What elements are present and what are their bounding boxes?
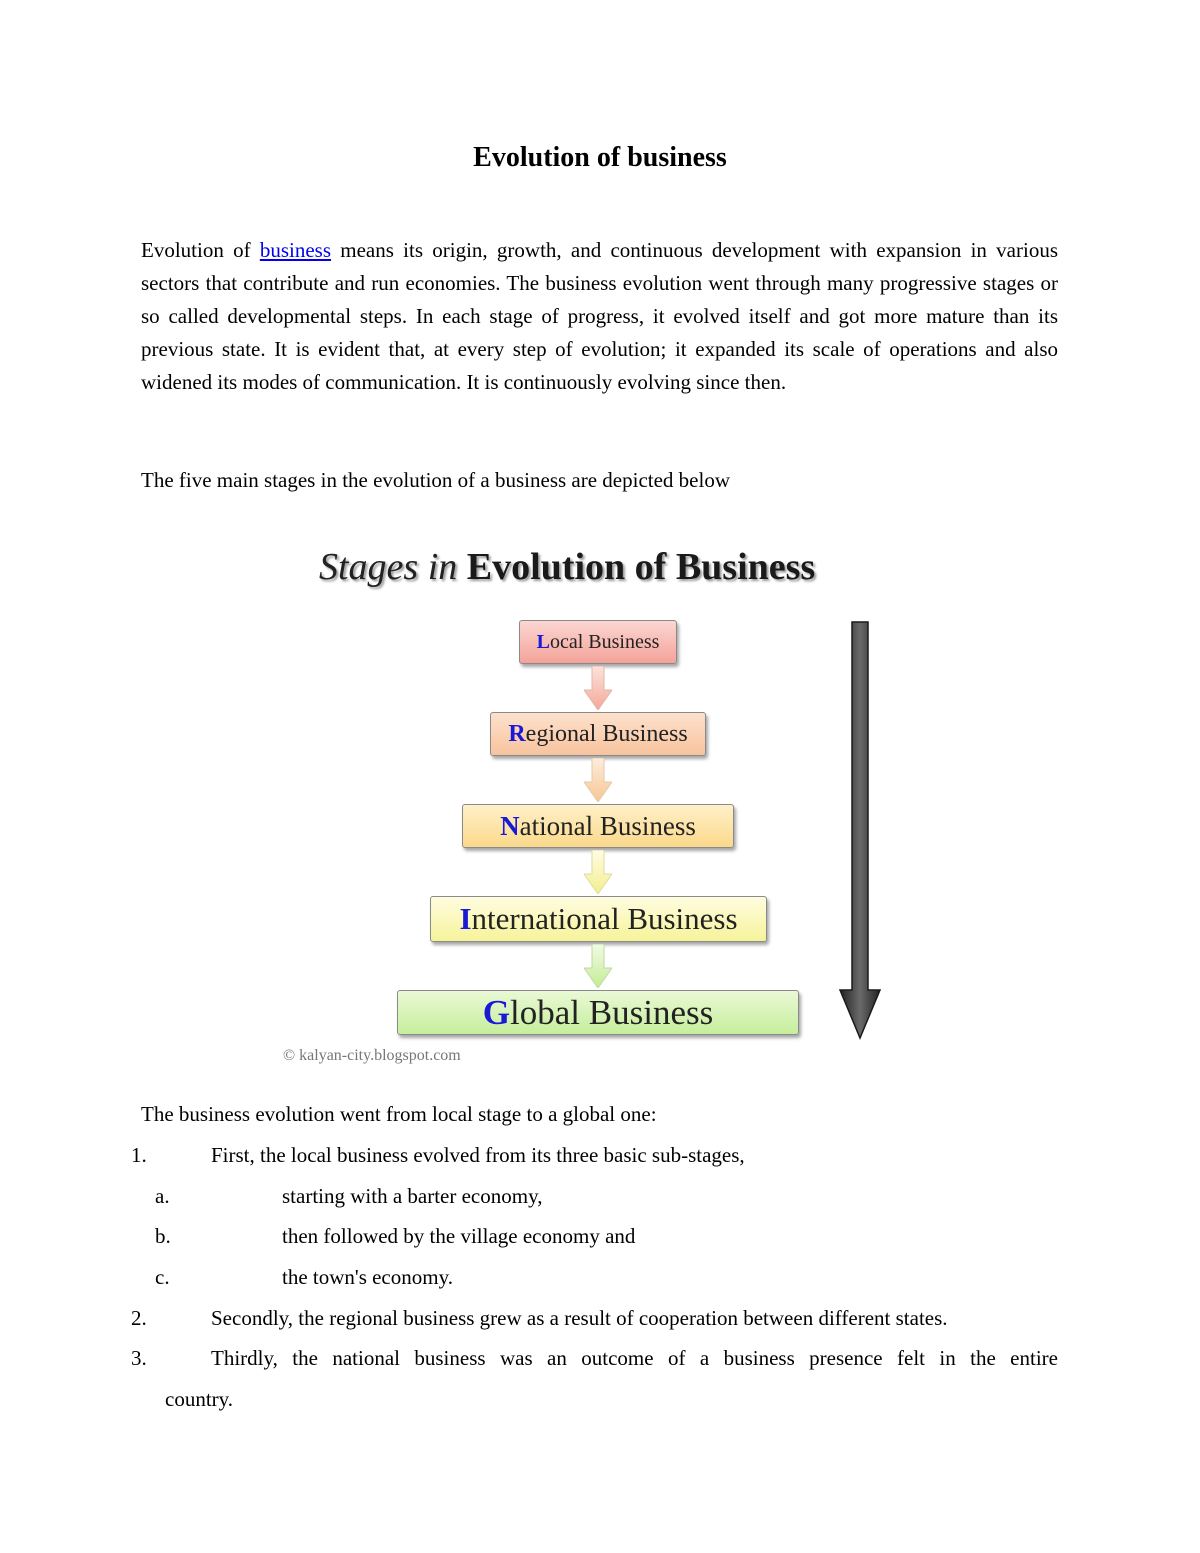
list-marker: 1. — [131, 1143, 147, 1167]
stage-global — [397, 990, 799, 1035]
stage-regional — [490, 712, 706, 756]
stages-intro: The five main stages in the evolution of a business are depicted below — [141, 468, 730, 492]
stage-label: ational Business — [519, 811, 696, 841]
list-item: then followed by the village economy and — [282, 1224, 636, 1248]
stage-initial: I — [459, 901, 472, 936]
paragraph-body: means its origin, growth, and continuous development with expansion in various sectors that contribute and run economies. The business evolution went through many progressive stages or so called developmental steps. In each stage of progress, it evolved itself and got more mature than its previous state. It is evident that, at every step of evolution; it expanded its scale of operations and also widened its modes of communication. It is continuously evolving since then. — [141, 238, 1058, 394]
down-arrow-icon — [584, 944, 612, 988]
intro-paragraph — [141, 234, 1058, 399]
diagram-title-italic: Stages in — [319, 546, 458, 588]
down-arrow-icon — [584, 666, 612, 710]
down-arrow-icon — [584, 758, 612, 802]
list-marker: b. — [155, 1224, 171, 1248]
stage-label: lobal Business — [510, 993, 714, 1032]
down-arrow-icon — [584, 850, 612, 894]
diagram-title-bold: Evolution of Business — [466, 546, 816, 588]
stage-international — [430, 896, 767, 942]
list-item: Thirdly, the national business was an outcome of a business presence felt in the entire — [211, 1346, 1058, 1370]
stage-label: egional Business — [525, 721, 688, 747]
list-item: Secondly, the regional business grew as a result of cooperation between different states. — [211, 1306, 948, 1330]
stage-local — [519, 620, 677, 664]
stage-label: ocal Business — [549, 631, 660, 653]
stage-initial: R — [508, 721, 526, 747]
list-marker: 3. — [131, 1346, 147, 1370]
diagram-title — [319, 545, 815, 589]
paragraph-lead: Evolution of — [141, 238, 260, 262]
list-item: the town's economy. — [282, 1265, 453, 1289]
list-marker: c. — [155, 1265, 170, 1289]
big-down-arrow-icon — [838, 620, 882, 1042]
stage-initial: N — [500, 811, 520, 841]
list-item-continuation: country. — [165, 1387, 234, 1411]
stage-national — [462, 804, 734, 848]
list-marker: a. — [155, 1184, 170, 1208]
page-title: Evolution of business — [473, 142, 727, 173]
business-link[interactable]: business — [259, 238, 332, 262]
list-marker: 2. — [131, 1306, 147, 1330]
image-credit: © kalyan-city.blogspot.com — [283, 1047, 461, 1064]
list-item: starting with a barter economy, — [282, 1184, 543, 1208]
stage-label: nternational Business — [471, 901, 738, 936]
list-intro: The business evolution went from local stage to a global one: — [141, 1102, 657, 1126]
stage-initial: G — [482, 993, 511, 1032]
stage-initial: L — [536, 631, 550, 653]
list-item: First, the local business evolved from its three basic sub-stages, — [211, 1143, 745, 1167]
